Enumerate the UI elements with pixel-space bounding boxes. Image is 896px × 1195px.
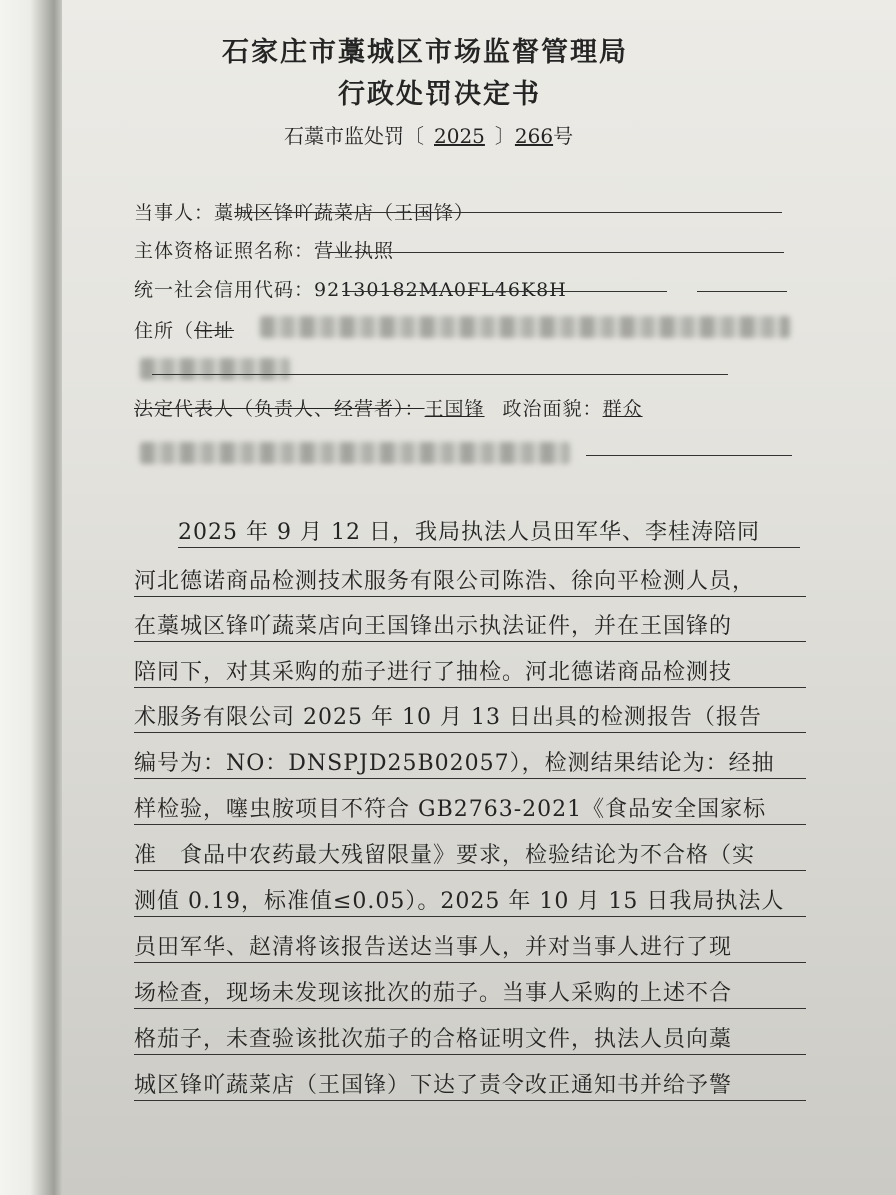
credit-underline — [342, 291, 667, 292]
body-line-4: 陪同下，对其采购的茄子进行了抽检。河北德诺商品检测技 — [134, 660, 733, 685]
body-underline-1 — [178, 547, 800, 548]
address-redacted — [260, 316, 790, 338]
political-label: 政治面貌： — [502, 398, 603, 420]
license-value: 营业执照 — [314, 240, 395, 262]
body-line-8: 准 食品中农药最大残留限量》要求，检验结论为不合格（实 — [134, 843, 756, 868]
license-label: 主体资格证照名称： — [134, 240, 315, 262]
body-underline-10 — [134, 962, 806, 963]
rep-label-rest: （负责人、经营者）： — [234, 398, 425, 420]
address-struck: 住址 — [194, 320, 235, 342]
address-label: 住所（ — [134, 320, 195, 342]
body-underline-13 — [134, 1100, 806, 1101]
body-line-7: 样检验，噻虫胺项目不符合 GB2763-2021《食品安全国家标 — [134, 797, 767, 822]
body-line-12: 格茄子，未查验该批次茄子的合格证明文件，执法人员向藁 — [134, 1027, 733, 1052]
rep-row — [134, 394, 657, 421]
credit-value: 92130182MA0FL46K8H — [314, 279, 567, 301]
doc-type-title: 行政处罚决定书 — [338, 79, 541, 110]
credit-row — [134, 275, 567, 302]
body-underline-6 — [134, 778, 806, 779]
address-row — [134, 316, 234, 343]
doc-number-mid: 〕 — [494, 124, 515, 148]
body-underline-11 — [134, 1008, 806, 1009]
body-underline-8 — [134, 870, 806, 871]
body-underline-9 — [134, 916, 806, 917]
doc-number-num: 266 — [514, 124, 554, 148]
party-value: 藁城区锋吖蔬菜店（王国锋） — [214, 202, 475, 224]
org-title: 石家庄市藁城区市场监督管理局 — [222, 37, 628, 68]
credit-underline-2 — [697, 291, 787, 292]
body-line-5: 术服务有限公司 2025 年 10 月 13 日出具的检测报告（报告 — [134, 705, 762, 730]
document-page — [62, 0, 896, 1195]
license-row — [134, 236, 394, 263]
body-underline-3 — [134, 641, 806, 642]
body-line-9: 测值 0.19，标准值≤0.05）。2025 年 10 月 15 日我局执法人 — [134, 889, 785, 914]
credit-label: 统一社会信用代码： — [134, 279, 315, 301]
body-underline-12 — [134, 1054, 806, 1055]
doc-number-suffix: 号 — [553, 124, 574, 148]
political-value: 群众 — [602, 398, 643, 420]
doc-number-prefix: 石藁市监处罚〔 — [284, 124, 424, 148]
rep-underline — [586, 455, 792, 456]
body-line-6: 编号为：NO：DNSPJD25B02057），检测结果结论为：经抽 — [134, 751, 775, 776]
rep-redacted — [140, 442, 570, 464]
body-line-13: 城区锋吖蔬菜店（王国锋）下达了责令改正通知书并给予警 — [134, 1073, 733, 1098]
party-underline — [234, 212, 782, 213]
body-line-2: 河北德诺商品检测技术服务有限公司陈浩、徐向平检测人员， — [134, 569, 756, 594]
body-line-1: 2025 年 9 月 12 日，我局执法人员田军华、李桂涛陪同 — [178, 520, 760, 545]
license-underline — [328, 252, 784, 253]
body-underline-7 — [134, 824, 806, 825]
body-underline-2 — [134, 596, 806, 597]
body-line-11: 场检查，现场未发现该批次的茄子。当事人采购的上述不合 — [134, 981, 733, 1006]
address-redacted-2 — [140, 358, 290, 380]
body-line-10: 员田军华、赵清将该报告送达当事人，并对当事人进行了现 — [134, 935, 733, 960]
party-label: 当事人： — [134, 202, 215, 224]
body-underline-5 — [134, 732, 806, 733]
document-number — [284, 120, 573, 149]
rep-value: 王国锋 — [424, 398, 485, 420]
book-binding-shadow — [0, 0, 62, 1195]
address-underline — [152, 374, 728, 375]
doc-number-year: 2025 — [434, 124, 485, 148]
body-underline-4 — [134, 687, 806, 688]
rep-label-struck: 法定代表人 — [134, 398, 235, 420]
body-line-3: 在藁城区锋吖蔬菜店向王国锋出示执法证件，并在王国锋的 — [134, 614, 733, 639]
